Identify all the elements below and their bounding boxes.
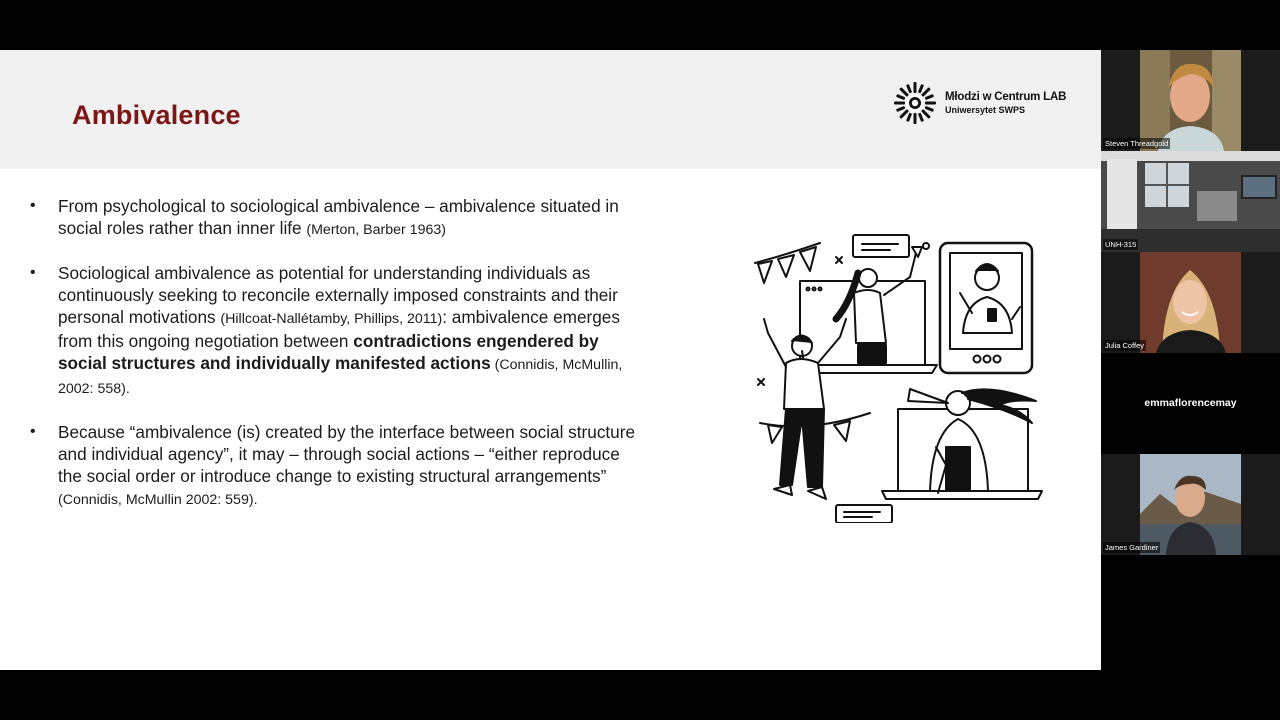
bullet-item xyxy=(30,421,645,511)
bullet-dot-icon: • xyxy=(30,264,36,281)
participant-tile[interactable] xyxy=(1101,151,1280,252)
slide-title: Ambivalence xyxy=(72,100,241,130)
participant-name: UNH-315 xyxy=(1105,240,1137,249)
presentation-slide xyxy=(0,50,1101,670)
emphasized-text: contradictions engendered by social structures and individually manifested actions xyxy=(58,331,599,373)
participant-name: James Gardiner xyxy=(1105,543,1159,552)
participant-video xyxy=(1101,151,1280,252)
bullet-text: Because “ambivalence (is) created by the interface between social structure and individual agency”, it may – through social actions – “either reproduce the social order or introduce change to existing structural arrangements” xyxy=(58,422,636,486)
participant-name: Julia Coffey xyxy=(1105,341,1145,350)
university-logo xyxy=(893,81,1083,127)
participant-tile[interactable] xyxy=(1101,252,1280,353)
participant-video xyxy=(1140,454,1241,555)
bullet-text: From psychological to sociological ambivalence – ambivalence situated in social roles rather than inner life xyxy=(58,196,619,238)
bullet-dot-icon: • xyxy=(30,423,36,440)
logo-subtitle: Uniwersytet SWPS xyxy=(945,105,1026,115)
bullet-dot-icon: • xyxy=(30,197,36,214)
online-party-illustration xyxy=(750,233,1045,523)
slide-header xyxy=(0,50,1101,169)
participant-tile[interactable] xyxy=(1101,50,1280,151)
participant-tile[interactable] xyxy=(1101,454,1280,555)
bullet-item xyxy=(30,262,645,400)
citation: (Hillcoat-Nallétamby, Phillips, 2011) xyxy=(220,311,443,327)
bullet-item xyxy=(30,195,645,241)
bullet-text: Sociological ambivalence as potential for understanding individuals as continuously seeking to reconcile externally imposed constraints and their personal motivations xyxy=(58,263,618,327)
participant-tile[interactable] xyxy=(1101,353,1280,454)
participant-name: emmaflorencemay xyxy=(1144,397,1237,409)
logo-name: Młodzi w Centrum LAB xyxy=(945,91,1067,103)
citation: (Connidis, McMullin, 2002: 558). xyxy=(58,357,623,397)
citation: (Merton, Barber 1963) xyxy=(306,222,446,238)
bullet-list xyxy=(30,195,645,532)
citation: (Connidis, McMullin 2002: 559). xyxy=(58,492,258,508)
participant-video xyxy=(1140,50,1241,151)
sunburst-logo-icon xyxy=(893,81,937,125)
participant-panel xyxy=(1101,50,1280,555)
participant-video xyxy=(1140,252,1241,353)
participant-name: Steven Threadgold xyxy=(1105,139,1169,148)
bullet-text: : ambivalence emerges from this ongoing negotiation between xyxy=(58,307,620,351)
